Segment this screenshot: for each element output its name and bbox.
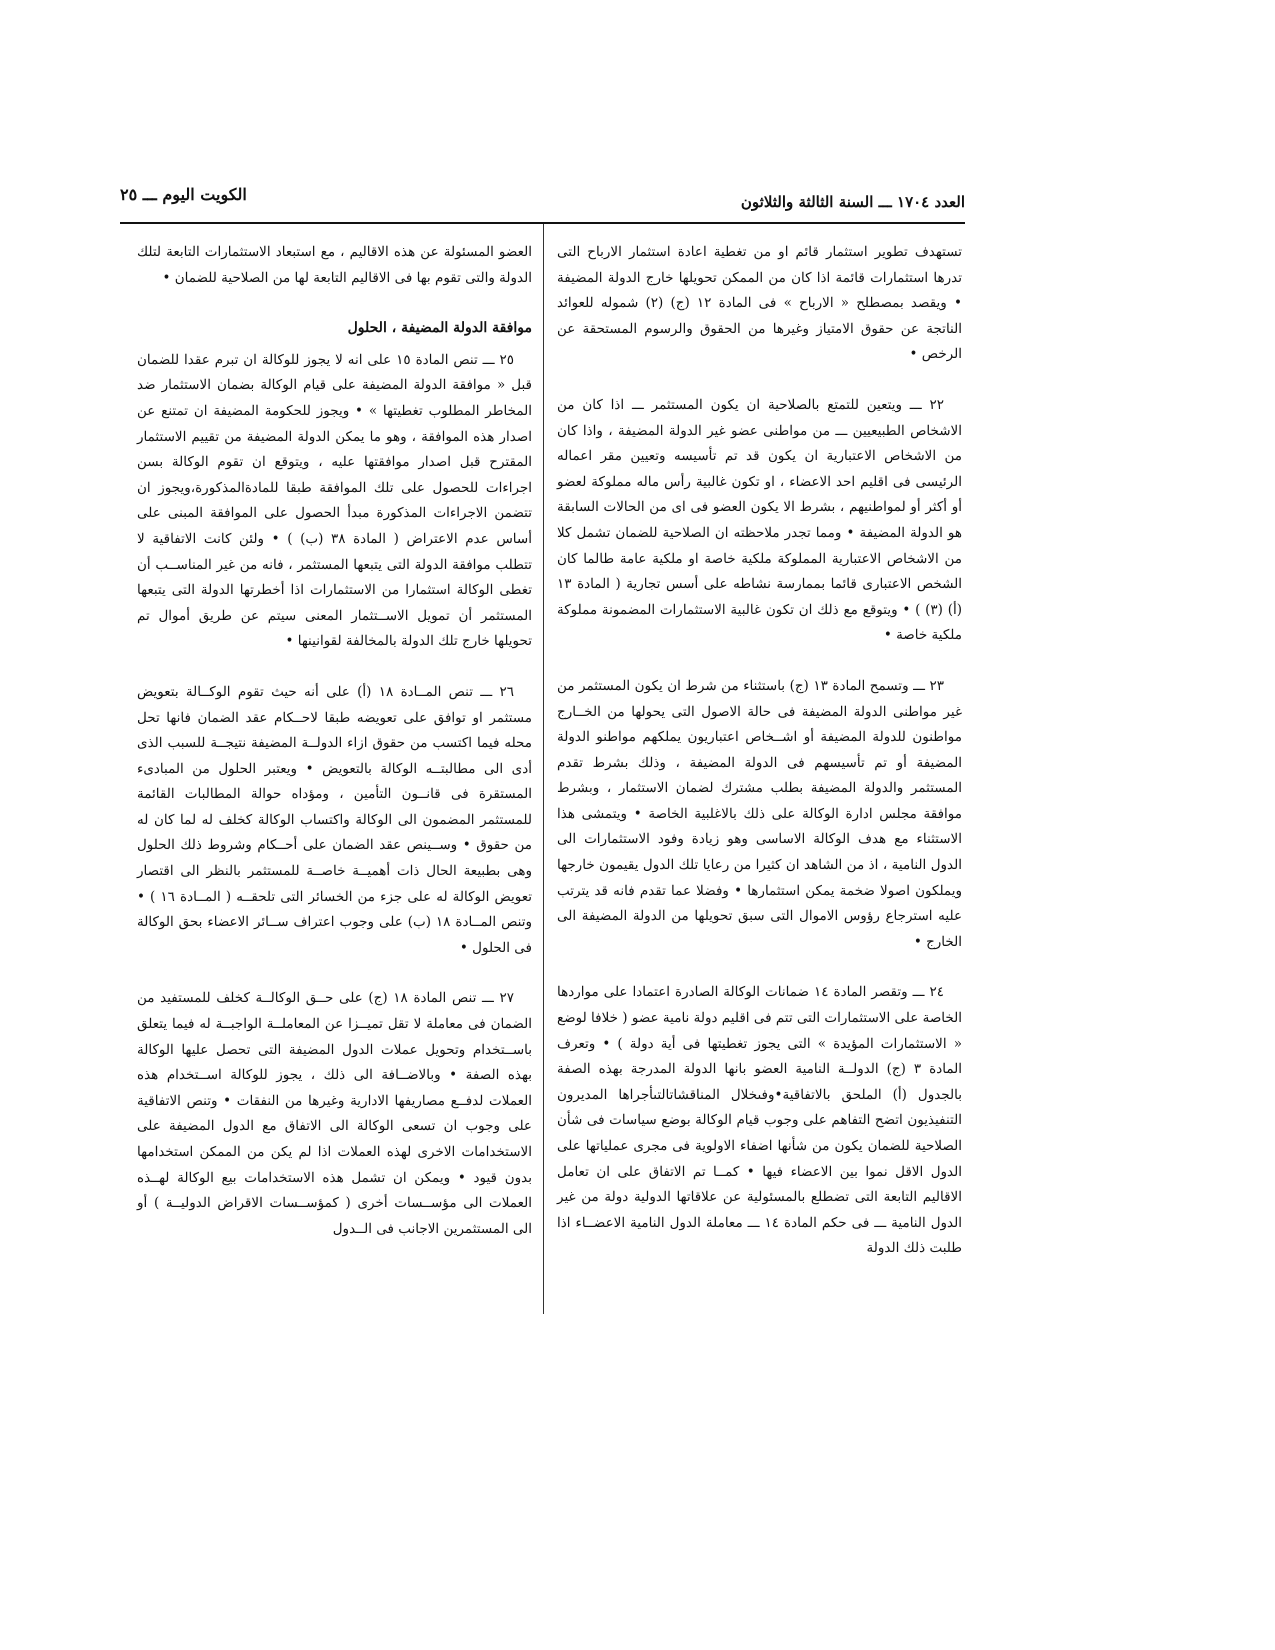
issue-number: العدد ١٧٠٤ ـــ السنة الثالثة والثلاثون xyxy=(740,193,965,211)
column-divider xyxy=(543,224,544,1314)
paragraph-26: ٢٦ ـــ تنص المــادة ١٨ (أ) على أنه حيث تقوم الوكــالة بتعويض مستثمر او توافق على تعويضه طبقا لاحــكام عقد الضمان فانها تحل محله فيما اكتسب من حقوق ازاء الدولــة المضيفة نتيجــة للسبب الذى أدى الى مطالبتــه الوكالة بالتعويض • ويعتبر الحلول من المبادىء المستقرة فى قانــون التأمين ، ومؤداه حوالة المطالبات القائمة للمستثمر المضمون الى الوكالة واكتساب الوكالة كخلف له لما كان له من حقوق • وســينص عقد الضمان على أحــكام وشروط ذلك الحلول وهى بطبيعة الحال ذات أهميــة خاصــة للمستثمر بالنظر الى اقتصار تعويض الوكالة له على جزء من الخسائر التى تلحقــه ( المــادة ١٦ ) • وتنص المــادة ١٨ (ب) على وجوب اعتراف ســائر الاعضاء بحق الوكالة فى الحلول • xyxy=(137,683,533,956)
paragraph-23: ٢٣ ـــ وتسمح المادة ١٣ (ج) باستثناء من شرط ان يكون المستثمر من غير مواطنى الدولة المضيفة فى حالة الاصول التى يحولها من الخــارج مواطنون للدولة المضيفة أو اشــخاص اعتباريون يملكهم مواطنو الدولة المضيفة أو تم تأسيسهم فى الدولة المضيفة ، وذلك بشرط تقدم المستثمر والدولة المضيفة بطلب مشترك لضمان الاستثمار ، وبشرط موافقة مجلس ادارة الوكالة على ذلك بالاغلبية الخاصة • ويتمشى هذا الاستثناء مع هدف الوكالة الاساسى وهو زيادة وفود الاستثمارات الى الدول النامية ، اذ من الشاهد ان كثيرا من رعايا تلك الدول يقيمون خارجها ويملكون اصولا ضخمة يمكن استثمارها • وفضلا عما تقدم فانه قد يترتب عليه استرجاع رؤوس الاموال التى سبق تحويلها من الدولة المضيفة الى الخارج • xyxy=(557,677,962,950)
right-column xyxy=(557,240,962,1287)
paragraph-25: ٢٥ ـــ تنص المادة ١٥ على انه لا يجوز للوكالة ان تبرم عقدا للضمان قبل « موافقة الدولة المضيفة على قيام الوكالة بضمان الاستثمار ضد المخاطر المطلوب تغطيتها » • ويجوز للحكومة المضيفة ان تمتنع عن اصدار هذه الموافقة ، وهو ما يمكن الدولة المضيفة من تقييم الاستثمار المقترح قبل اصدار موافقتها عليه ، ويتوقع ان تقوم الوكالة بسن اجراءات للحصول على تلك الموافقة طبقا للمادةالمذكورة،ويجوز ان تتضمن الاجراءات المذكورة مبدأ الحصول على الموافقة المبنى على أساس عدم الاعتراض ( المادة ٣٨ (ب) ) • ولئن كانت الاتفاقية لا تتطلب موافقة الدولة التى يتبعها المستثمر ، فانه من غير المناســب أن تغطى الوكالة استثمارا من الاستثمارات اذا أخطرتها الدولة التى يتبعها المستثمر أن تمويل الاســتثمار المعنى سيتم عن طريق أموال تم تحويلها خارج تلك الدولة بالمخالفة لقوانينها • xyxy=(137,351,532,650)
page-header xyxy=(120,185,965,215)
paragraph-27: ٢٧ ـــ تنص المادة ١٨ (ج) على حــق الوكالــة كخلف للمستفيد من الضمان فى معاملة لا تقل تميــزا عن المعاملــة الواجبــة له فيما يتعلق باســتخدام وتحويل عملات الدول المضيفة التى تحصل عليها الوكالة بهذه الصفة • وبالاضــافة الى ذلك ، يجوز للوكالة اســتخدام هذه العملات لدفــع مصاريفها الادارية وغيرها من النفقات • وتنص الاتفاقية على وجوب ان تسعى الوكالة الى الاتفاق مع الدول المضيفة على الاستخدامات الاخرى لهذه العملات اذا لم يكن من الممكن استخدامها بدون قيود • ويمكن ان تشمل هذه الاستخدامات بيع الوكالة لهــذه العملات الى مؤســسات أخرى ( كمؤســسات الاقراض الدوليــة ) أو الى المستثمرين الاجانب فى الــدول xyxy=(137,990,532,1237)
paragraph-continued-left: العضو المسئولة عن هذه الاقاليم ، مع استبعاد الاستثمارات التابعة لتلك الدولة والتى تقوم بها فى الاقاليم التابعة لها من الصلاحية للضمان • xyxy=(137,244,532,286)
left-column xyxy=(137,240,532,1267)
paragraph-22: ٢٢ ـــ ويتعين للتمتع بالصلاحية ان يكون المستثمر ـــ اذا كان من الاشخاص الطبيعيين ـــ من مواطنى عضو غير الدولة المضيفة ، واذا كان من الاشخاص الاعتبارية ان يكون قد تم تأسيسه وتعيين مقر اعماله الرئيسى فى اقليم احد الاعضاء ، او تكون غالبية رأس ماله مملوكة لعضو أو أكثر أو لمواطنيهم ، بشرط الا يكون العضو فى اى من الحالات السابقة هو الدولة المضيفة • ومما تجدر ملاحظته ان الصلاحية للضمان تشمل كلا من الاشخاص الاعتبارية المملوكة ملكية خاصة او ملكية عامة طالما كان الشخص الاعتبارى قائما بممارسة نشاطه على أسس تجارية ( المادة ١٣ (أ) (٣) ) • ويتوقع مع ذلك ان تكون غالبية الاستثمارات المضمونة مملوكة ملكية خاصة • xyxy=(557,396,962,644)
paragraph-continued: تستهدف تطوير استثمار قائم او من تغطية اعادة استثمار الارباح التى تدرها استثمارات قائمة اذا كان من الممكن تحويلها خارج الدولة المضيفة • ويقصد بمصطلح « الارباح » فى المادة ١٢ (ج) (٢) شموله للعوائد الناتجة عن حقوق الامتياز وغيرها من الحقوق والرسوم المستحقة عن الرخص • xyxy=(557,244,962,363)
newspaper-title: الكويت اليوم ـــ ٢٥ xyxy=(120,185,247,204)
paragraph-24: ٢٤ ـــ وتقصر المادة ١٤ ضمانات الوكالة الصادرة اعتمادا على مواردها الخاصة على الاستثمارات التى تتم فى اقليم دولة نامية عضو ( خلافا لوضع « الاستثمارات المؤيدة » التى يجوز تغطيتها فى أية دولة ) • وتعرف المادة ٣ (ج) الدولــة النامية العضو بانها الدولة المدرجة بهذه الصفة بالجدول (أ) الملحق بالاتفاقية•وفىخلال المناقشاتالتىأجراها المديرون التنفيذيون اتضح التفاهم على وجوب قيام الوكالة بوضع سياسات فى شأن الصلاحية للضمان يكون من شأنها اضفاء الاولوية فى مجرى عملياتها على الدول الاقل نموا بين الاعضاء فيها • كمــا تم الاتفاق على ان تعامل الاقاليم التابعة التى تضطلع بالمسئولية عن علاقاتها الدولية دولة من غير الدول النامية ـــ فى حكم المادة ١٤ ـــ معاملة الدول النامية الاعضــاء اذا طلبت ذلك الدولة xyxy=(557,984,962,1257)
section-heading: موافقة الدولة المضيفة ، الحلول xyxy=(347,320,532,337)
